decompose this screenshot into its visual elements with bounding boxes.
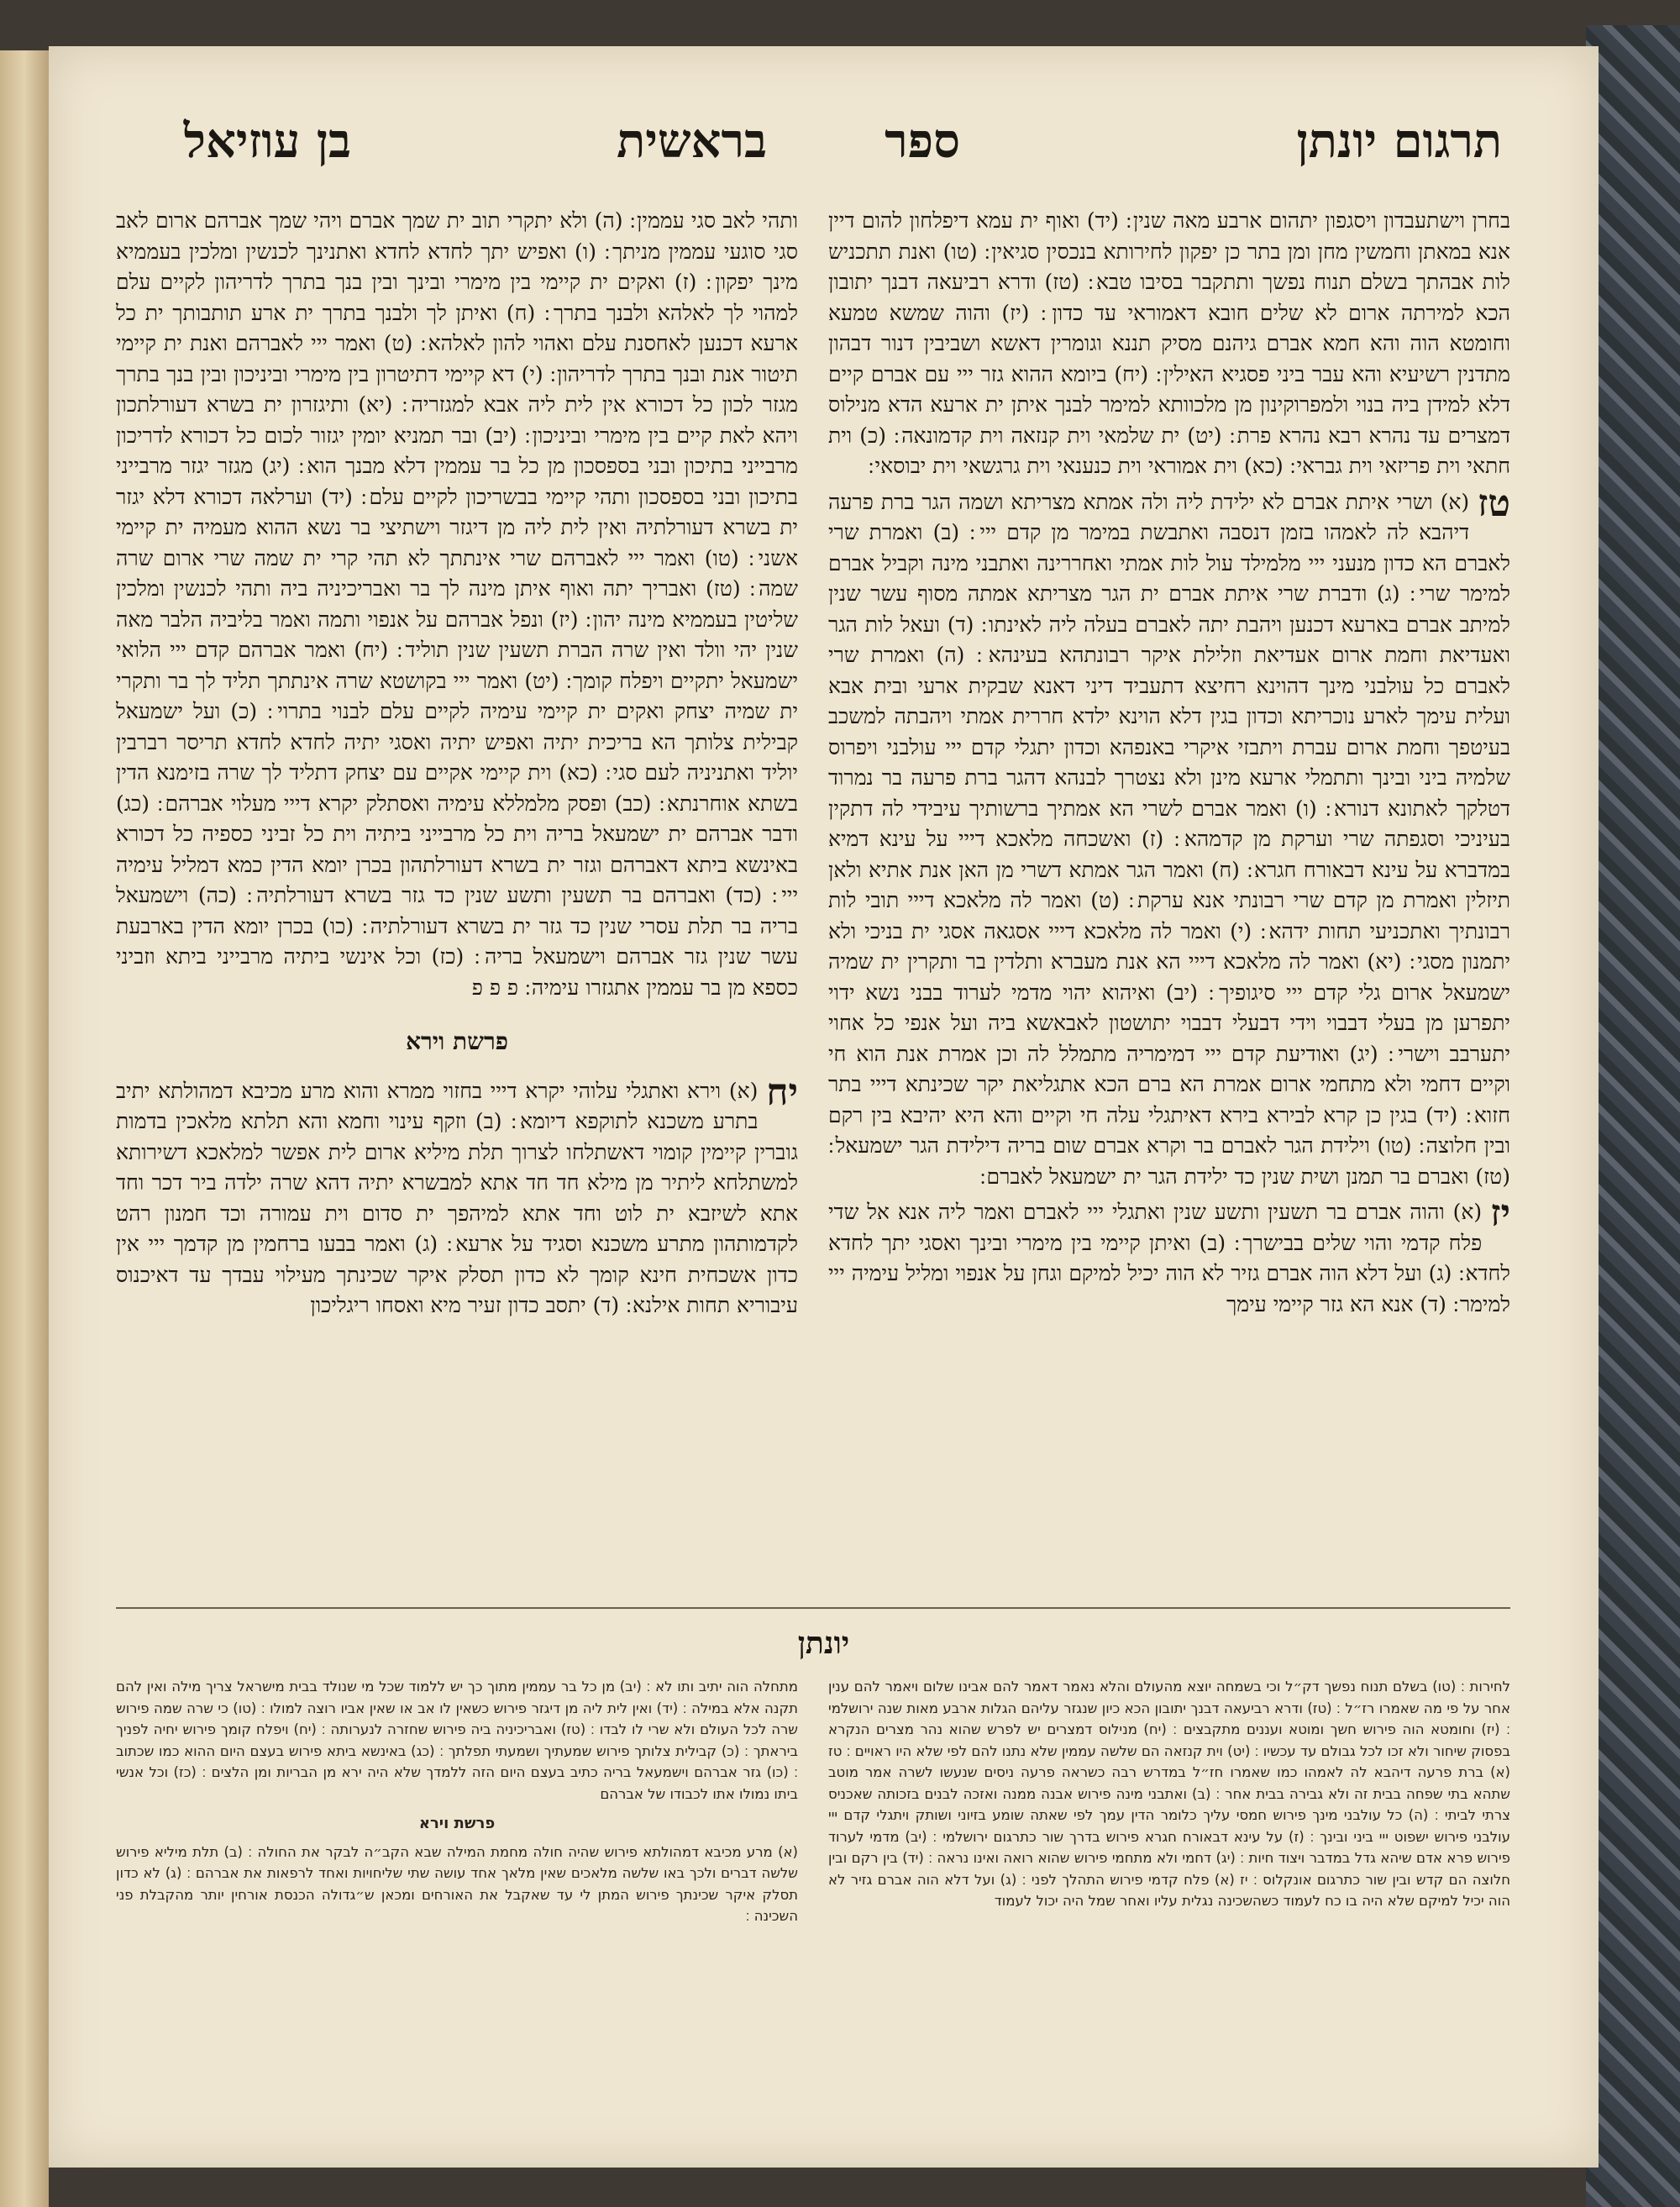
chapter-number: טז <box>1478 481 1510 525</box>
chapter-text: (א) והוה אברם בר תשעין ותשע שנין ואתגלי ייי לאברם ואמר ליה אנא אל שדי פלח קדמי והוי שלים בבישרך ׃ (ב) ואיתן קיימי בין מימרי ובינך ואסגי יתך לחדא לחדא ׃ (ג) ועל דלא הוה אברם גזיר לא הוה יכיל למיקם וגחן על אנפוי ומליל עימיה ייי למימר ׃ (ד) אנא הא גזר קיימי עימך <box>828 1200 1510 1316</box>
text-paragraph <box>828 1192 1510 1320</box>
text-paragraph <box>828 481 1510 1193</box>
main-text-left-column <box>116 206 798 1785</box>
commentary-text: מתחלה הוה יתיב ותו לא ׃ (יב) מן כל בר עממין מתוך כך יש ללמוד שכל מי שנולד בבית מישראל צריך מילה ואין להם תקנה אלא במילה ׃ (יד) ואין לית ליה מן דיגזר פירוש כשאין לו אב או שאין אביו רוצה למולו ׃ (טו) כי שרה שמה פירוש שרה לכל העולם ולא שרי לו לבדו ׃ (טז) ואבריכיניה ביה פירוש שחזרה לנערותה ׃ (יח) ויפלח קומך פירוש יחיה לפניך ביראתך ׃ (כ) קבילית צלותך פירוש שמעתיך ושמעתי תפלתך ׃ (כג) באינשא ביתא פירוש בעצם היום ההוא כמו שכתוב ׃ (כו) גזר אברהם וישמעאל בריה כתיב בעצם היום הזה ללמדך שלא היה ירא מן הבריות ומן הלצים ׃ (כז) וכל אנשי ביתו נמולו אתו לכבודו של אברהם <box>116 1679 798 1802</box>
text-paragraph: ותהי לאב סגי עממין ׃ (ה) ולא יתקרי תוב ית שמך אברם ויהי שמך אברהם ארום לאב סגי סוגעי עממין מניתך ׃ (ו) ואפיש יתך לחדא לחדא ואתנינך לכנשין ומלכין בעממיא מינך יפקון ׃ (ז) ואקים ית קיימי בין מימרי ובינך ובין בנך בתרך לדריהון לקיים עלם למהוי לך לאלהא ולבנך בתרך ׃ (ח) ואיתן לך ולבנך בתרך ית ארע תותבותך ית כל ארעא דכנען לאחסנת עלם ואהוי להון לאלהא ׃ (ט) ואמר ייי לאברהם ואנת ית קיימי תיטור אנת ובנך בתרך לדריהון ׃ (י) דא קיימי דתיטרון בין מימרי וביניכון ובין בנך בתרך מגזר לכון כל דכורא אין לית ליה אבא למגזריה ׃ (יא) ותיגזרון ית בשרא דעורלתכון ויהא לאת קיים בין מימרי וביניכון ׃ (יב) ובר תמניא יומין יגזור לכום כל דכורא לדריכון מרבייני בתיכון ובני בספסכון מן כל בר עממין דלא מבנך הוא ׃ (יג) מגזר יגזר מרבייני בתיכון ובני בספסכון ותהי קיימי בבשריכון לקיים עלם ׃ (יד) וערלאה דכורא דלא יגזר ית בשרא דעורלתיה ואין לית ליה מן דיגזר וישתיצי בר נשא ההוא מעמיה ית קיימי אשני ׃ (טו) ואמר ייי לאברהם שרי אינתתך לא תהי קרי ית שמה שרי ארום שרה שמה ׃ (טז) ואבריך יתה ואוף איתן מינה לך בר ואבריכיניה ביה ותהי לכנשין ומלכין שליטין בעממיא מינה יהון ׃ (יז) ונפל אברהם על אנפוי ותמה ואמר בליביה הלבר מאה שנין יהי וולד ואין שרה הברת תשעין שנין תוליד ׃ (יח) ואמר אברהם קדם ייי הלואי ישמעאל יתקיים ויפלח קומך ׃ (יט) ואמר ייי בקושטא שרה אינתתך תליד לך בר ותקרי ית שמיה יצחק ואקים ית קיימי עימיה לקיים עלם לבנוי בתרוי ׃ (כ) ועל ישמעאל קבילית צלותך הא בריכית יתיה ואפיש יתיה ואסגי יתיה לחדא לחדא תריסר רברבין יוליד ואתניניה לעם סגי ׃ (כא) וית קיימי אקיים עם יצחק דתליד לך שרה בזימנא הדין בשתא אוחרנתא ׃ (כב) ופסק מלמללא עימיה ואסתלק יקרא דייי מעלוי אברהם ׃ (כג) ודבר אברהם ית ישמעאל בריה וית כל מרבייני ביתיה וית כל זביני כספיה כל דכורא באינשא ביתא דאברהם וגזר ית בשרא דעורלתהון בכרן יומא הדין כמא דמליל עימיה ייי ׃ (כד) ואברהם בר תשעין ותשע שנין כד גזר בשרא דעורלתיה ׃ (כה) וישמעאל בריה בר תלת עסרי שנין כד גזר ית בשרא דעורלתיה ׃ (כו) בכרן יומא הדין בארבעת עשר שנין גזר אברהם וישמעאל בריה ׃ (כז) וכל אינשי ביתיה מרבייני ביתא וזביני כספא מן בר עממין אתגזרו עימיה ׃ פ פ פ <box>116 208 798 1000</box>
commentary-divider <box>116 1607 1510 1609</box>
running-title-ben-uziel: בן עוזיאל <box>183 113 351 169</box>
chapter-text: (א) וירא ואתגלי עלוהי יקרא דייי בחזוי ממרא והוא מרע מכיבא דמהולתא יתיב בתרע משכנא לתוקפא דיומא ׃ (ב) וזקף עינוי וחמא והא תלתא מלאכין בדמות גוברין קיימין קומוי דאשתלחו לצרוך תלת מיליא ארום לית אפשר למלאכא דשירותא למשתלחא ליתיר מן מילא חד חד אתא למבשרא יתיה דהא שרה ילדה ביר דכר וחד אתא לשיזבא ית לוט וחד אתא למיהפך ית סדום וית עמורה וכד חמנון רהט לקדמותהון מתרע משכנא וסגיד על ארעא ׃ (ג) ואמר בבעו ברחמין מן קדמך ייי אין כדון אשכחית חינא קומך לא כדון תסלק איקר שכינתך מעילוי עבדך עד דאיכנוס עיבוריא תחות אילנא ׃ (ד) יתסב כדון זעיר מיא ואסחו ריגליכון <box>116 1078 798 1317</box>
commentary-text: לחירות ׃ (טו) בשלם תנוח נפשך דק״ל וכי בשמחה יוצא מהעולם והלא נאמר דאמר להם אבינו שלום ויאמר להם ענין אחר על פי מה שאמרו רז״ל ׃ (טז) ודרא רביעאה דבנך יתובון הכא כיון שנגזר עליהם הגלות ארבע מאות שנה ירושלמי ׃ (יז) וחומטא הוה פירוש חשך ומוטא ועננים מתקבצים ׃ (יח) מנילוס דמצרים יש לפרש שהוא נהר מצרים הנקרא בפסוק שיחור ולא זכו לכל גבולם עד עכשיו ׃ (יט) וית קנזאה הם שלשה עממין שלא נתנו להם לפי שלא היו ראויים ׃ טז (א) ברת פרעה דיהבא לה לאמהו כמו שאמרו חז״ל במדרש רבה כשראה פרעה ניסים שנעשו לשרה אמר מוטב שתהא בתי שפחה בבית זה ולא גבירה בבית אחר ׃ (ב) ואתבני מינה פירוש אבנה ממנה ואזכה לבנים בזכותה שאכניס צרתי לביתי ׃ (ה) כל עולבני מינך פירוש חמסי עליך כלומר הדין עמך לפי שאתה שומע בזיוני ושותק ויתגלי קדם ייי עולבני פירוש ישפוט ייי ביני ובינך ׃ (ז) על עינא דבאורח חגרא פירוש בדרך שור כתרגום ירושלמי ׃ (יב) מדמי לערוד פירוש פרא אדם שיהא גדל במדבר ויצוד חיות ׃ (יג) דחמי ולא מתחמי פירוש שהוא רואה ואינו נראה ׃ (יד) בין רקם ובין חלוצה הם קדש ובין שור כתרגום אונקלוס ׃ יז (א) פלח קדמי פירוש התהלך לפני ׃ (ג) ועל דלא הוה אברם גזיר לא הוה יכיל למיקם שלא היה בו כח לעמוד כשהשכינה נגלית עליו ואחר שמל היה יכול לעמוד <box>828 1679 1510 1909</box>
book-page <box>49 46 1599 2168</box>
parsha-heading: פרשת וירא <box>406 1027 508 1055</box>
commentary-right-column <box>828 1676 1510 2113</box>
main-text-right-column <box>828 206 1510 1785</box>
marbled-book-cover <box>1586 25 1680 2207</box>
commentary-parsha-heading: פרשת וירא <box>418 1815 496 1832</box>
running-title-targum-yonatan: תרגום יונתן <box>1296 113 1502 169</box>
text-paragraph <box>116 1070 798 1322</box>
running-title-bereshit: בראשית <box>617 113 767 169</box>
commentary-text: (א) מרע מכיבא דמהולתא פירוש שהיה חולה מחמת המילה שבא הקב״ה לבקר את החולה ׃ (ב) תלת מיליא פירוש שלשה דברים ולכך באו שלשה מלאכים שאין מלאך אחד עושה שתי שליחויות ואחד לרפאות את אברהם ׃ (ג) לא כדון תסלק איקר שכינתך פירוש המתן לי עד שאקבל את האורחים ומכאן ש״גדולה הכנסת אורחין יותר מהקבלת פני השכינה ׃ <box>116 1843 798 1924</box>
commentary-title: יונתן <box>797 1626 850 1661</box>
running-title-sefer: ספר <box>885 113 960 169</box>
adjacent-page-edge <box>0 50 49 2207</box>
chapter-text: (א) ושרי איתת אברם לא ילידת ליה ולה אמתא מצריתא ושמה הגר ברת פרעה דיהבא לה לאמהו בזמן דנסבה ואתבשת במימר מן קדם ייי ׃ (ב) ואמרת שרי לאברם הא כדון מנעני ייי מלמילד עול לות אמתי ואחררינה ואתבני מינה וקביל אברם למימר שרי ׃ (ג) ודברת שרי איתת אברם ית הגר מצריתא אמתה מסוף עשר שנין למיתב אברם בארעא דכנען ויהבת יתה לאברם בעלה ליה לאינתו ׃ (ד) ועאל לות הגר ואעדיאת וחמת ארום אעדיאת וזלילת איקר רבונתהא בעינהא ׃ (ה) ואמרת שרי לאברם כל עולבני מינך דהוינא רחיצא דתעביד דיני דאנא שבקית ארעי ובית אבא ועלית עימך לארע נוכריתא וכדון בגין דלא הוינא ילדא חררית אמתי ויהבתה למשכב בעיטפך וחמת ארום עברת ויתבזי איקרי באנפהא וכדון יתגלי קדם ייי עולבני ויפרוס שלמיה ביני ובינך ותתמלי ארעא מינן ולא נצטרך לבנהא דהגר ברת פרעה בר נמרוד דטלקך לאתונא דנורא ׃ (ו) ואמר אברם לשרי הא אמתיך ברשותיך עיבידי לה דתקין בעיניכי וסגפתה שרי וערקת מן קדמהא ׃ (ז) ואשכחה מלאכא דייי על עינא דמיא במדברא על עינא דבאורח חגרא ׃ (ח) ואמר הגר אמתא דשרי מן האן אנת אתיא ולאן תיזלין ואמרת מן קדם שרי רבונתי אנא ערקת ׃ (ט) ואמר לה מלאכא דייי תובי לות רבונתיך ואתכניעי תחות ידהא ׃ (י) ואמר לה מלאכא דייי אסגאה אסגי ית בניכי ולא יתמנון מסגי ׃ (יא) ואמר לה מלאכא דייי הא אנת מעברא ותלדין בר ותקרין ית שמיה ישמעאל ארום גלי קדם ייי סיגופיך ׃ (יב) ואיהוא יהוי מדמי לערוד בבני נשא ידוי יתפרען מן בעלי דבבוי וידי דבעלי דבבוי יתושטון לאבאשא ביה ועל אנפי כל אחוי יתערבב וישרי ׃ (יג) ואודיעת קדם ייי דמימריה מתמלל לה וכן אמרת אנת הוא חי וקיים דחמי ולא מתחמי ארום אמרת הא ברם הכא אתגליאת יקר שכינתא דייי בתר חזוא ׃ (יד) בגין כן קרא לבירא בירא דאיתגלי עלה חי וקיים והא היא יהיבא בין רקם ובין חלוצה ׃ (טו) וילידת הגר לאברם בר וקרא אברם שום בריה דילידת הגר ישמעאל ׃ (טז) ואברם בר תמנן ושית שנין כד ילידת הגר ית ישמעאל לאברם ׃ <box>828 489 1510 1189</box>
text-paragraph: בחרן וישתעבדון ויסגפון יתהום ארבע מאה שנין ׃ (יד) ואוף ית עמא דיפלחון להום דיין אנא במאתן וחמשין מחן ומן בתר כן יפקון לחירותא בנכסין סגיאין ׃ (טו) ואנת תתכניש לות אבהתך בשלם תנוח נפשך ותתקבר בסיבו טבא ׃ (טז) ודרא רביעאה דבנך יתובון הכא למירתה ארום לא שלים חובא דאמוראי עד כדון ׃ (יז) והוה שמשא טמעא וחומטא הוה והא חמא אברם גיהנם מסיק תננא וגומרין דאשא ושביבין דנור דבהון מתדנין רשיעיא והא עבר ביני פסגיא האילין ׃ (יח) ביומא ההוא גזר ייי עם אברם קיים דלא למידן ביה בנוי ולמפרוקינון מן מלכוותא למימר לבנך איתן ית ארעא הדא מנילוס דמצרים עד נהרא רבא נהרא פרת ׃ (יט) ית שלמאי וית קנזאה וית קדמונאה ׃ (כ) וית חתאי וית פריזאי וית גבראי ׃ (כא) וית אמוראי וית כנענאי וית גרגשאי וית יבוסאי ׃ <box>828 208 1510 478</box>
commentary-left-column <box>116 1676 798 2113</box>
chapter-number: יז <box>1490 1192 1510 1235</box>
chapter-number: יח <box>766 1070 798 1114</box>
